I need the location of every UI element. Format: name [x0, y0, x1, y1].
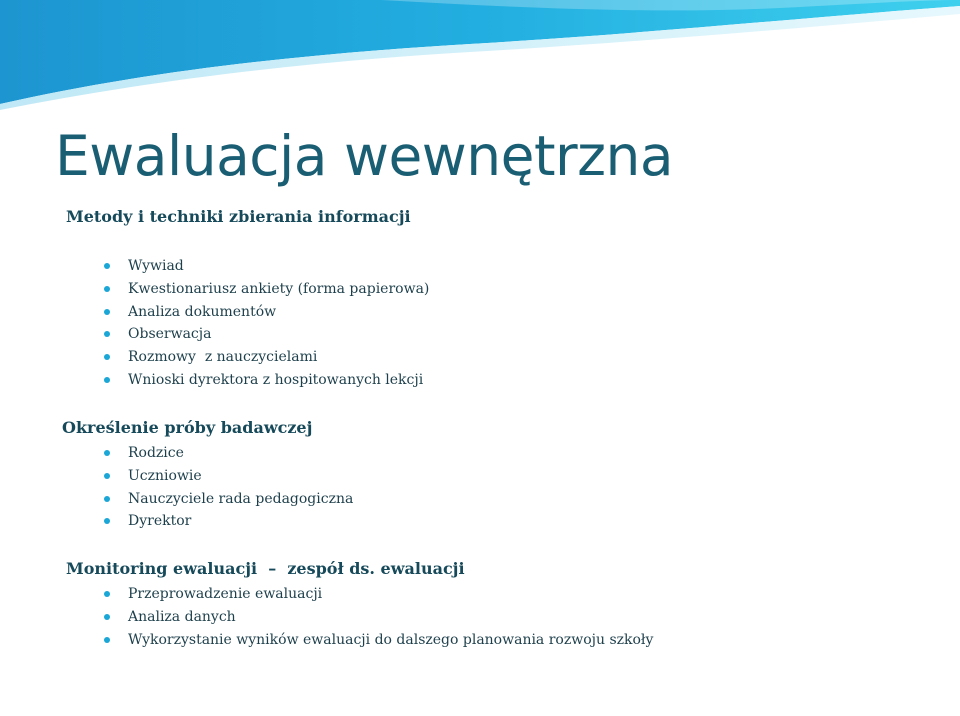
list-item-text: Przeprowadzenie ewaluacji	[128, 586, 323, 602]
list-item	[0, 584, 653, 607]
bullet-icon	[104, 263, 110, 269]
list-item	[0, 347, 429, 370]
list-item	[0, 489, 353, 512]
section-heading-methods: Metody i techniki zbierania informacji	[66, 207, 411, 226]
bullet-icon	[104, 354, 110, 360]
list-item	[0, 630, 653, 653]
list-item-text: Analiza danych	[128, 608, 236, 625]
methods-list	[0, 256, 429, 393]
bullet-icon	[104, 473, 110, 479]
bullet-icon	[104, 591, 110, 597]
bullet-icon	[104, 496, 110, 502]
bullet-icon	[104, 637, 110, 643]
sample-list	[0, 443, 353, 534]
list-item	[0, 511, 353, 534]
section-heading-sample: Określenie próby badawczej	[62, 418, 313, 437]
list-item	[0, 324, 429, 347]
section-heading-monitoring: Monitoring ewaluacji – zespół ds. ewaluacji	[66, 559, 465, 578]
monitoring-list	[0, 584, 653, 652]
list-item	[0, 256, 429, 279]
bullet-icon	[104, 450, 110, 456]
list-item-text: Rodzice	[128, 445, 184, 461]
list-item	[0, 443, 353, 466]
list-item	[0, 607, 653, 630]
bullet-icon	[104, 309, 110, 315]
list-item	[0, 302, 429, 325]
list-item-text: Dyrektor	[128, 513, 192, 530]
list-item-text: Rozmowy z nauczycielami	[128, 349, 318, 366]
list-item-text: Nauczyciele rada pedagogiczna	[128, 490, 354, 507]
slide-title: Ewaluacja wewnętrzna	[55, 124, 674, 188]
list-item-text: Obserwacja	[128, 326, 212, 343]
bullet-icon	[104, 614, 110, 620]
bullet-icon	[104, 377, 110, 383]
header-wave-decoration	[0, 0, 960, 110]
list-item-text: Wnioski dyrektora z hospitowanych lekcji	[128, 371, 424, 388]
bullet-icon	[104, 331, 110, 337]
bullet-icon	[104, 286, 110, 292]
list-item-text: Wywiad	[128, 258, 184, 274]
list-item-text: Analiza dokumentów	[128, 303, 277, 320]
list-item	[0, 370, 429, 393]
list-item-text: Uczniowie	[128, 467, 202, 484]
bullet-icon	[104, 518, 110, 524]
list-item-text: Kwestionariusz ankiety (forma papierowa)	[128, 280, 430, 297]
list-item	[0, 279, 429, 302]
list-item	[0, 466, 353, 489]
list-item-text: Wykorzystanie wyników ewaluacji do dalszego planowania rozwoju szkoły	[128, 631, 654, 648]
